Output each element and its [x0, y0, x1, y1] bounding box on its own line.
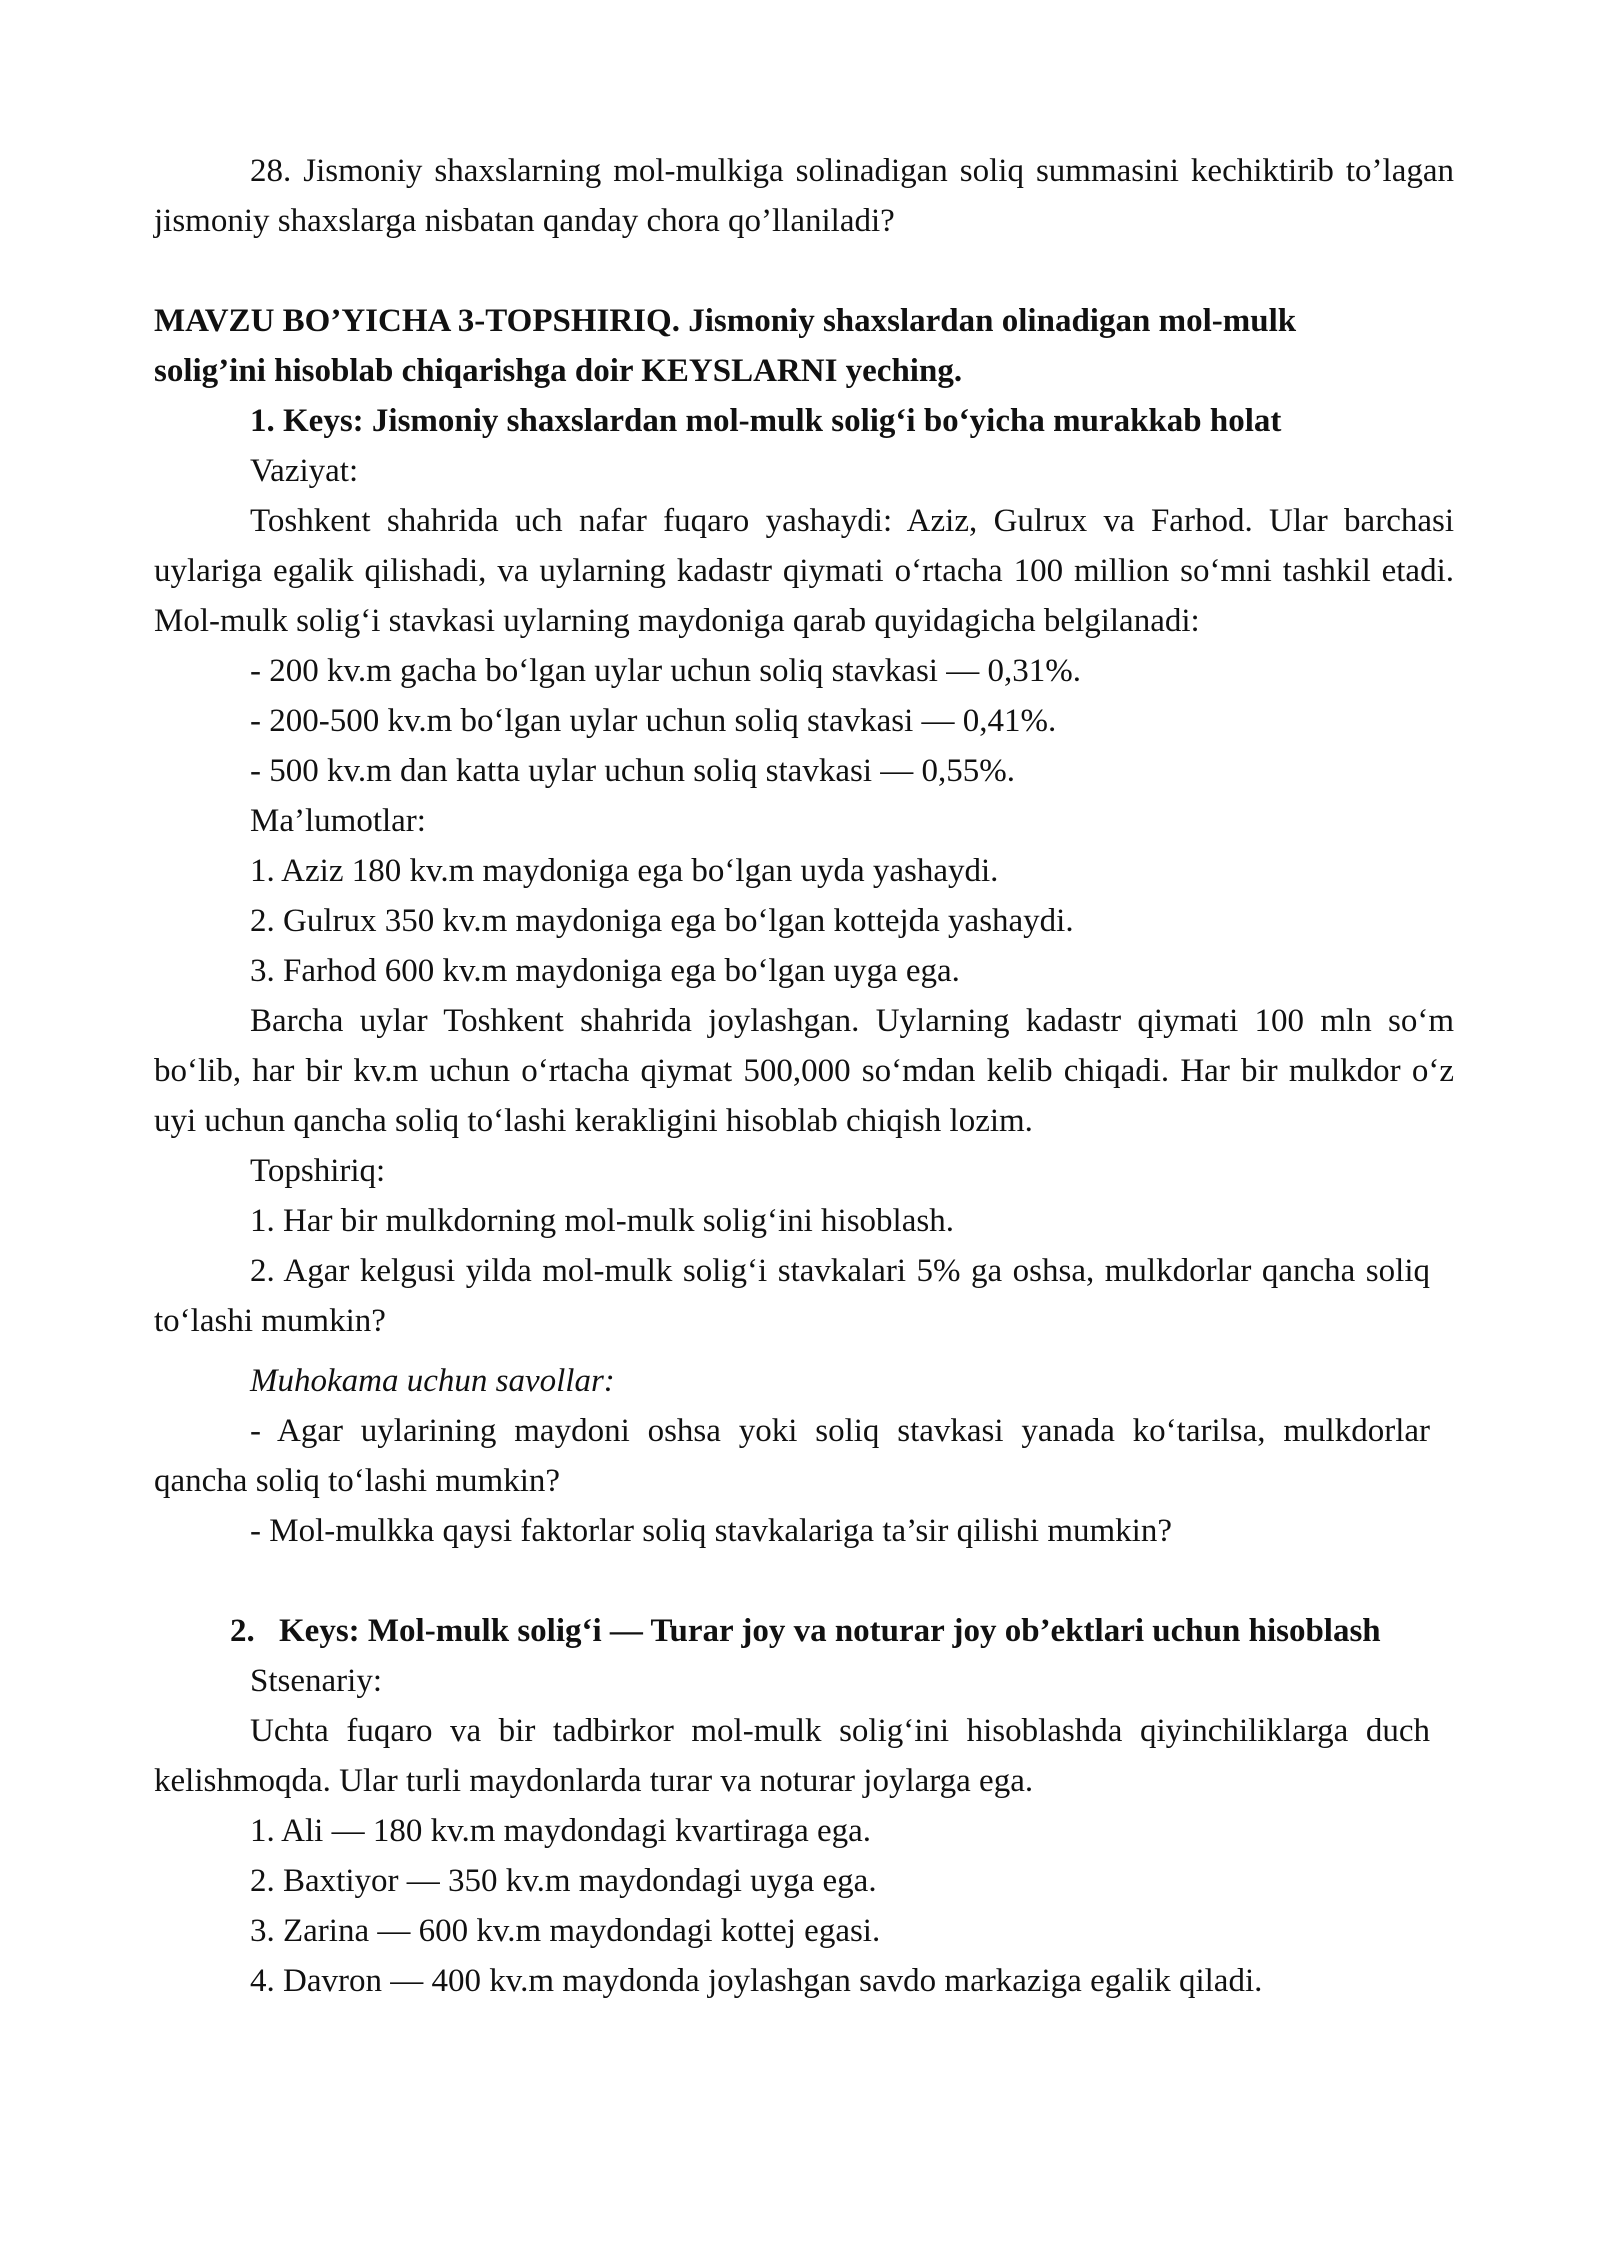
case1-task-label: Topshiriq: [250, 1153, 386, 1189]
case1-discussion-label: Muhokama uchun savollar: [250, 1363, 615, 1399]
case1-discussion-2: - Mol-mulkka qaysi faktorlar soliq stavkalariga ta’sir qilishi mumkin? [250, 1513, 1172, 1549]
case1-data-1: 1. Aziz 180 kv.m maydoniga ega bo‘lgan uyda yashaydi. [250, 853, 999, 889]
case1-data-3: 3. Farhod 600 kv.m maydoniga ega bo‘lgan uyga ega. [250, 953, 960, 989]
case1-rate-2: - 200-500 kv.m bo‘lgan uylar uchun soliq stavkasi — 0,41%. [250, 703, 1057, 739]
case1-rate-1: - 200 kv.m gacha bo‘lgan uylar uchun soliq stavkasi — 0,31%. [250, 653, 1081, 689]
case2-title: Keys: Mol-mulk solig‘i — Turar joy va noturar joy ob’ektlari uchun hisoblash [279, 1613, 1381, 1649]
case2-heading [154, 1606, 1454, 1656]
case2-item-3: 3. Zarina — 600 kv.m maydondagi kottej egasi. [250, 1913, 881, 1949]
case1-note: Barcha uylar Toshkent shahrida joylashgan. Uylarning kadastr qiymati 100 mln so‘m bo‘lib, har bir kv.m uchun o‘rtacha qiymat 500,000 so‘mdan kelib chiqadi. Har bir mulkdor o‘z uyi uchun qancha soliq to‘lashi kerakligini hisoblab chiqish lozim. [154, 1003, 1454, 1139]
case1-intro: Toshkent shahrida uch nafar fuqaro yashaydi: Aziz, Gulrux va Farhod. Ular barchasi uylariga egalik qilishadi, va uylarning kadastr qiymati o‘rtacha 100 million so‘mni tashkil etadi. Mol-mulk solig‘i stavkasi uylarning maydoniga qarab quyidagicha belgilanadi: [154, 503, 1454, 639]
case1-discussion-1: - Agar uylarining maydoni oshsa yoki soliq stavkasi yanada ko‘tarilsa, mulkdorlar qancha soliq to‘lashi mumkin? [154, 1413, 1430, 1499]
case1-data-label: Ma’lumotlar: [250, 803, 426, 839]
case2-scenario-label: Stsenariy: [250, 1663, 382, 1699]
case1-rate-3: - 500 kv.m dan katta uylar uchun soliq stavkasi — 0,55%. [250, 753, 1015, 789]
question-28: 28. Jismoniy shaxslarning mol-mulkiga solinadigan soliq summasini kechiktirib to’lagan jismoniy shaxslarga nisbatan qanday chora qo’llaniladi? [154, 153, 1454, 239]
page-content [154, 146, 1454, 2006]
case2-intro: Uchta fuqaro va bir tadbirkor mol-mulk solig‘ini hisoblashda qiyinchiliklarga duch kelishmoqda. Ular turli maydonlarda turar va noturar joylarga ega. [154, 1713, 1430, 1799]
case2-item-2: 2. Baxtiyor — 350 kv.m maydondagi uyga ega. [250, 1863, 877, 1899]
case2-item-4: 4. Davron — 400 kv.m maydonda joylashgan savdo markaziga egalik qiladi. [250, 1963, 1263, 1999]
case2-item-1: 1. Ali — 180 kv.m maydondagi kvartiraga ega. [250, 1813, 872, 1849]
case1-title: 1. Keys: Jismoniy shaxslardan mol-mulk solig‘i bo‘yicha murakkab holat [250, 403, 1282, 439]
case1-task-2: 2. Agar kelgusi yilda mol-mulk solig‘i stavkalari 5% ga oshsa, mulkdorlar qancha soliq to‘lashi mumkin? [154, 1253, 1430, 1339]
case2-number: 2. [230, 1613, 255, 1649]
case1-situation-label: Vaziyat: [250, 453, 359, 489]
case1-task-1: 1. Har bir mulkdorning mol-mulk solig‘ini hisoblash. [250, 1203, 954, 1239]
topic-heading: MAVZU BO’YICHA 3-TOPSHIRIQ. Jismoniy shaxslardan olinadigan mol-mulk solig’ini hisoblab chiqarishga doir KEYSLARNI yeching. [154, 303, 1297, 389]
case1-data-2: 2. Gulrux 350 kv.m maydoniga ega bo‘lgan kottejda yashaydi. [250, 903, 1074, 939]
